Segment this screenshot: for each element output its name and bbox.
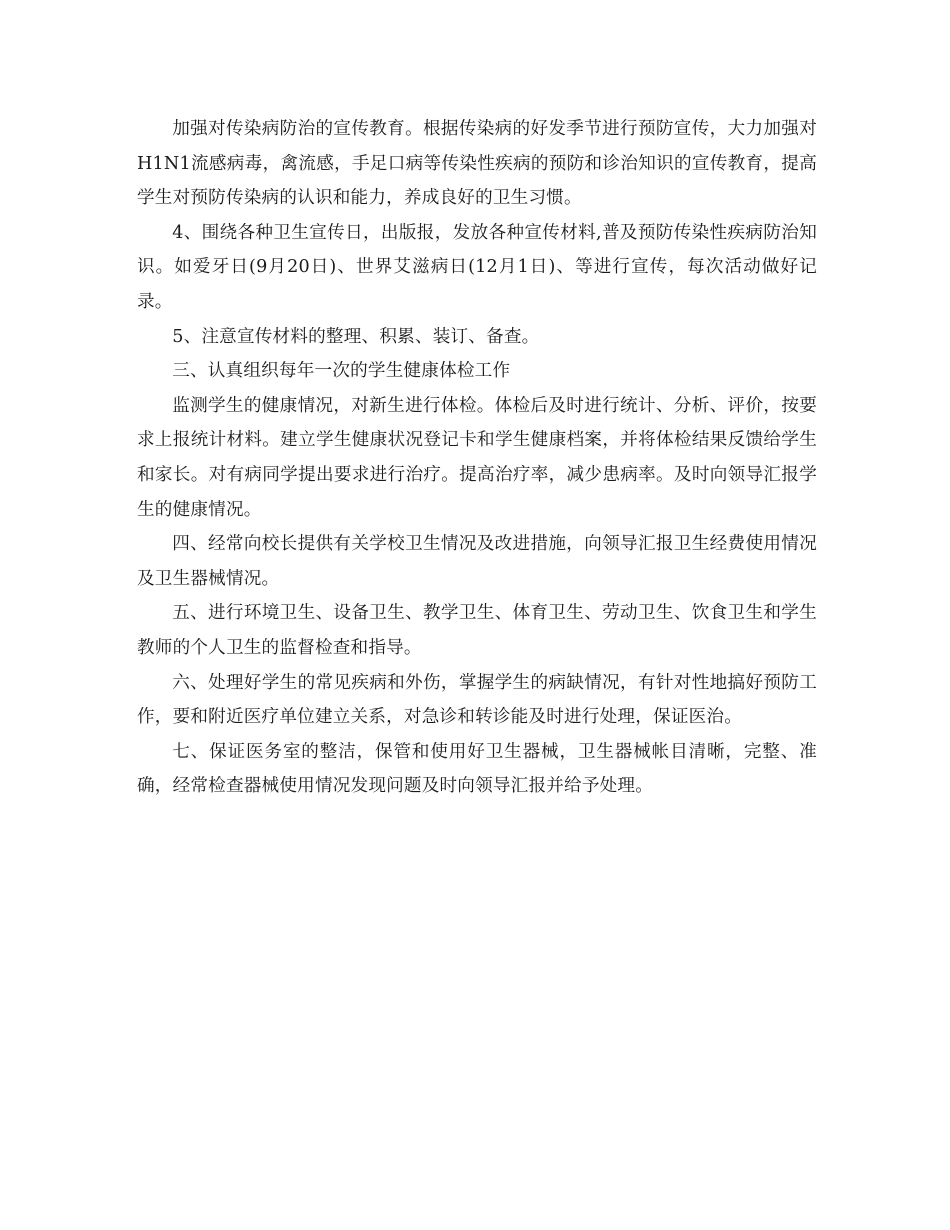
paragraph-illness-injury: 六、处理好学生的常见疾病和外伤，掌握学生的病缺情况，有针对性地搞好预防工作，要和附近医疗单位建立关系，对急诊和转诊能及时进行处理，保证医治。 xyxy=(137,672,817,728)
document-page xyxy=(137,112,817,804)
paragraph-publicity-days: 4、围绕各种卫生宣传日，出版报，发放各种宣传材料,普及预防传染性疾病防治知识。如爱牙日(9月20日)、世界艾滋病日(12月1日)、等进行宣传，每次活动做好记录。 xyxy=(137,222,817,312)
paragraph-hygiene-supervision: 五、进行环境卫生、设备卫生、教学卫生、体育卫生、劳动卫生、饮食卫生和学生教师的个人卫生的监督检查和指导。 xyxy=(137,603,817,658)
paragraph-health-monitoring: 监测学生的健康情况，对新生进行体检。体检后及时进行统计、分析、评价，按要求上报统计材料。建立学生健康状况登记卡和学生健康档案，并将体检结果反馈给学生和家长。对有病同学提出要求进行治疗。提高治疗率，减少患病率。及时向领导汇报学生的健康情况。 xyxy=(137,395,817,520)
paragraph-report-to-principal: 四、经常向校长提供有关学校卫生情况及改进措施，向领导汇报卫生经费使用情况及卫生器械情况。 xyxy=(137,534,817,589)
section-heading-health-checkup: 三、认真组织每年一次的学生健康体检工作 xyxy=(172,361,511,382)
paragraph-materials-archive: 5、注意宣传材料的整理、积累、装订、备查。 xyxy=(172,326,540,347)
paragraph-clinic-maintenance: 七、保证医务室的整洁，保管和使用好卫生器械，卫生器械帐目清晰，完整、准确，经常检查器械使用情况发现问题及时向领导汇报并给予处理。 xyxy=(137,741,817,797)
paragraph-health-education: 加强对传染病防治的宣传教育。根据传染病的好发季节进行预防宣传，大力加强对H1N1流感病毒，禽流感，手足口病等传染性疾病的预防和诊治知识的宣传教育，提高学生对预防传染病的认识和能力，养成良好的卫生习惯。 xyxy=(137,119,817,209)
